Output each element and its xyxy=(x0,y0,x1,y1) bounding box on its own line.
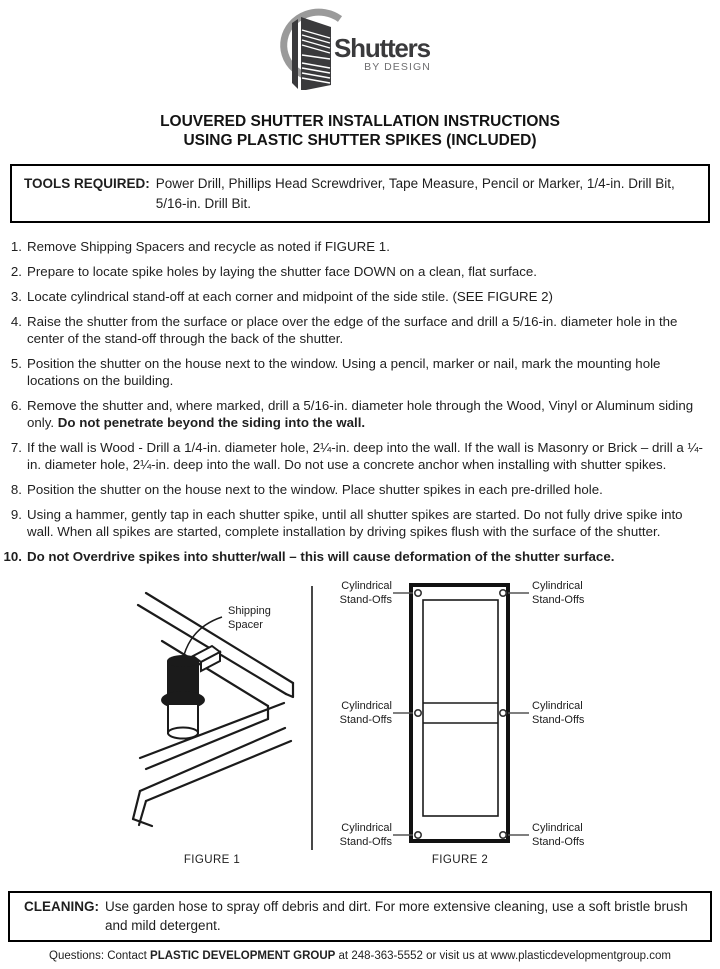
tools-required-label: TOOLS REQUIRED: xyxy=(24,176,150,191)
brand-logo xyxy=(270,6,450,90)
page-title xyxy=(0,112,720,150)
shutters-logo-icon xyxy=(270,6,450,90)
step-item-6: 6. Remove the shutter and, where marked, drill a 5/16-in. diameter hole through the Wood, Vinyl or Aluminum siding only. Do not penetrate beyond the siding into the wall. xyxy=(10,398,694,430)
tools-required-box xyxy=(10,164,710,223)
step-item-4: 4. Raise the shutter from the surface or place over the edge of the surface and drill a 5/16-in. diameter hole in the center of the stand-off through the back of the shutter. xyxy=(10,314,678,346)
cleaning-label: CLEANING: xyxy=(24,899,99,914)
shipping-spacer-shape xyxy=(161,655,205,739)
shipping-spacer-label: Shipping Spacer xyxy=(228,605,271,631)
step-item-8: 8. Position the shutter on the house next to the window. Place shutter spikes in each pre-drilled hole. xyxy=(10,482,603,497)
cleaning-box xyxy=(8,891,712,942)
standoff-circle xyxy=(500,590,506,596)
standoff-label-bottom-left: Cylindrical Stand-Offs xyxy=(339,822,392,848)
standoff-circle xyxy=(415,590,421,596)
step-item-1: 1. Remove Shipping Spacers and recycle as noted if FIGURE 1. xyxy=(10,239,390,254)
standoff-circle xyxy=(500,710,506,716)
standoff-circle xyxy=(415,832,421,838)
standoff-circle xyxy=(500,832,506,838)
standoff-label-bottom-right: Cylindrical Stand-Offs xyxy=(532,822,585,848)
tools-required-text: Power Drill, Phillips Head Screwdriver, Tape Measure, Pencil or Marker, 1/4-in. Drill Bit, 5/16-in. Drill Bit. xyxy=(155,176,675,211)
figure1-caption: FIGURE 1 xyxy=(183,854,241,866)
step-item-3: 3. Locate cylindrical stand-off at each corner and midpoint of the side stile. (SEE FIGURE 2) xyxy=(10,289,553,304)
logo-brand-text: Shutters xyxy=(334,33,430,63)
cleaning-text: Use garden hose to spray off debris and dirt. For more extensive cleaning, use a soft bristle brush and mild detergent. xyxy=(105,899,688,933)
figure2-drawing xyxy=(393,585,529,841)
step-item-7: 7. If the wall is Wood - Drill a 1/4-in. diameter hole, 2¼-in. deep into the wall. If the wall is Masonry or Brick – drill a ¼-in. diameter hole, 2¼-in. deep into the wall. Do not use a concrete anchor when installing with shutter spikes. xyxy=(10,440,703,472)
standoff-label-mid-right: Cylindrical Stand-Offs xyxy=(532,700,585,726)
footer-contact-line: Questions: Contact PLASTIC DEVELOPMENT GROUP at 248-363-5552 or visit us at www.plasticdevelopmentgroup.com xyxy=(49,950,671,962)
step-item-9: 9. Using a hammer, gently tap in each shutter spike, until all shutter spikes are started. Do not fully drive spike into wall. When all spikes are started, complete installation by driving spikes flush with the surface of the shutter. xyxy=(10,507,683,539)
instruction-steps xyxy=(0,223,720,565)
step-item-10: 10. Do not Overdrive spikes into shutter/wall – this will cause deformation of the shutter surface. xyxy=(3,549,615,564)
standoff-label-mid-left: Cylindrical Stand-Offs xyxy=(339,700,392,726)
figure2-shutter-outline xyxy=(411,585,508,841)
page-title-line2: USING PLASTIC SHUTTER SPIKES (INCLUDED) xyxy=(183,132,537,149)
standoff-label-top-right: Cylindrical Stand-Offs xyxy=(532,580,585,606)
logo-tagline-text: BY DESIGN xyxy=(364,61,431,73)
logo-shutter-panel xyxy=(292,17,331,90)
figure2-caption: FIGURE 2 xyxy=(431,854,489,866)
page-title-line1: LOUVERED SHUTTER INSTALLATION INSTRUCTIONS xyxy=(160,113,560,130)
figures-section xyxy=(0,573,720,871)
step-item-2: 2. Prepare to locate spike holes by laying the shutter face DOWN on a clean, flat surface. xyxy=(10,264,537,279)
standoff-label-top-left: Cylindrical Stand-Offs xyxy=(339,580,392,606)
standoff-circle xyxy=(415,710,421,716)
step-item-5: 5. Position the shutter on the house next to the window. Using a pencil, marker or nail, mark the mounting hole locations on the building. xyxy=(10,356,661,388)
